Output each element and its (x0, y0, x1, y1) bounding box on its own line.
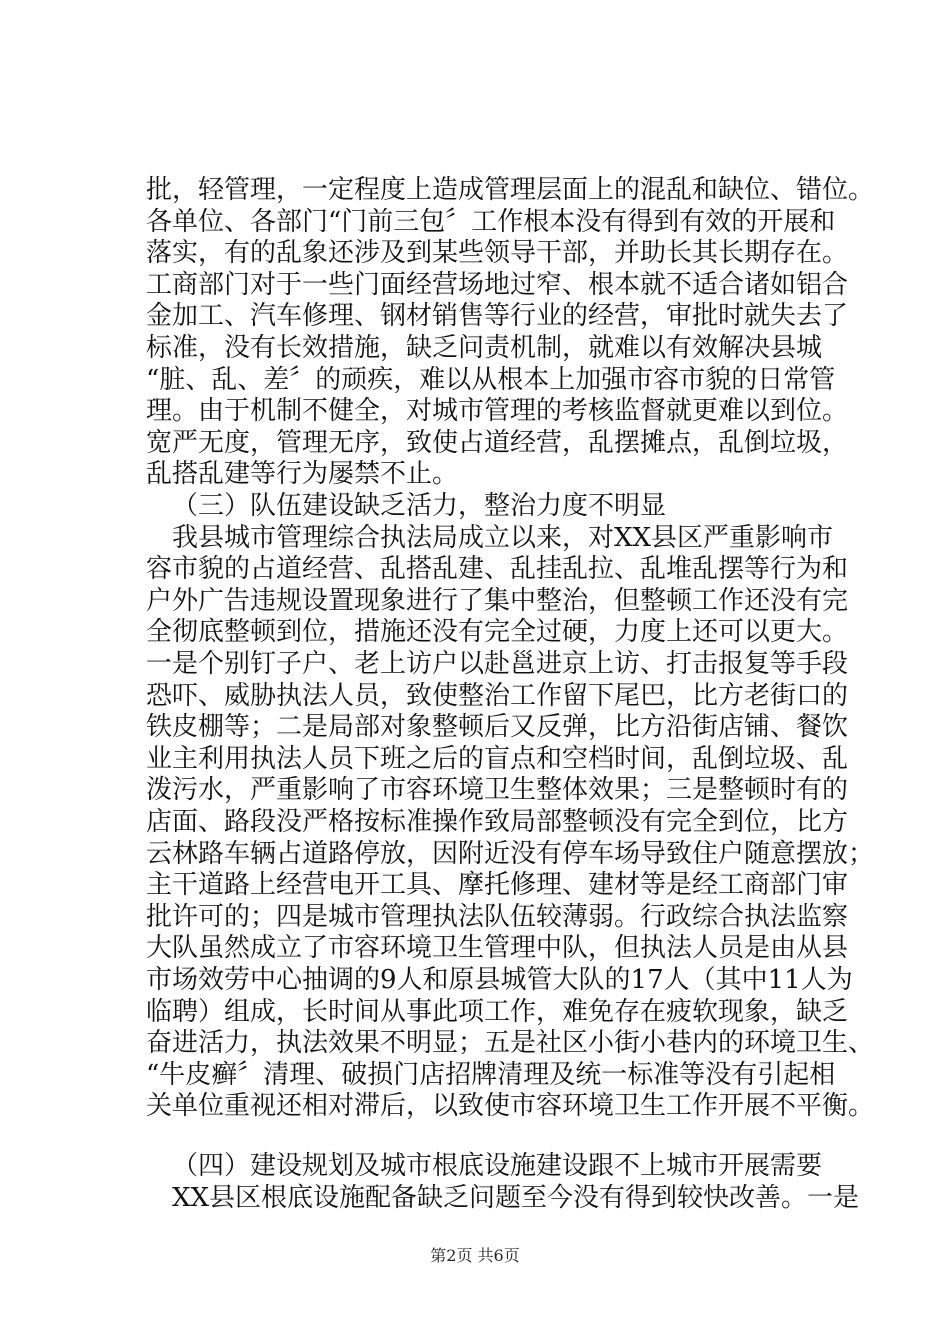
section-heading: （三）队伍建设缺乏活力，整治力度不明显 (172, 491, 667, 521)
text-line: 市场效劳中心抽调的9人和原县城管大队的17人（其中11人为 (146, 965, 853, 995)
text-line: 宽严无度，管理无序，致使占道经营，乱摆摊点，乱倒垃圾， (146, 428, 849, 458)
text-line: 工商部门对于一些门面经营场地过窄、根本就不适合诸如铝合 (146, 270, 849, 300)
text-line: 店面、路段没严格按标准操作致局部整顿没有完全到位，比方 (146, 807, 849, 837)
text-line: 泼污水，严重影响了市容环境卫生整体效果；三是整顿时有的 (146, 775, 849, 805)
text-line: “牛皮癣〞清理、破损门店招牌清理及统一标准等没有引起相 (146, 1060, 836, 1090)
text-line: “脏、乱、差〞的顽疾，难以从根本上加强市容市貌的日常管 (146, 365, 836, 395)
section-heading: （四）建设规划及城市根底设施建设跟不上城市开展需要 (172, 1151, 823, 1181)
text-line: 理。由于机制不健全，对城市管理的考核监督就更难以到位。 (146, 396, 849, 426)
text-line: 容市貌的占道经营、乱搭乱建、乱挂乱拉、乱堆乱摆等行为和 (146, 554, 849, 584)
text-line: 落实，有的乱象还涉及到某些领导干部，并助长其长期存在。 (146, 238, 849, 268)
text-line: 标准，没有长效措施，缺乏问责机制，就难以有效解决县城 (146, 333, 823, 363)
text-line: 大队虽然成立了市容环境卫生管理中队，但执法人员是由从县 (146, 933, 849, 963)
text-line: XX县区根底设施配备缺乏问题至今没有得到较快改善。一是 (172, 1183, 860, 1213)
text-line: 户外广告违规设置现象进行了集中整治，但整顿工作还没有完 (146, 586, 849, 616)
text-line: 各单位、各部门“门前三包〞工作根本没有得到有效的开展和 (146, 207, 836, 237)
text-line: 铁皮棚等；二是局部对象整顿后又反弹，比方沿街店铺、餐饮 (146, 712, 849, 742)
text-line: 关单位重视还相对滞后，以致使市容环境卫生工作开展不平衡。 (146, 1091, 875, 1121)
text-line: 业主利用执法人员下班之后的盲点和空档时间，乱倒垃圾、乱 (146, 744, 849, 774)
text-line: 主干道路上经营电开工具、摩托修理、建材等是经工商部门审 (146, 870, 849, 900)
text-line: 金加工、汽车修理、钢材销售等行业的经营，审批时就失去了 (146, 301, 849, 331)
text-line: 我县城市管理综合执法局成立以来，对XX县区严重影响市 (172, 523, 834, 553)
text-line: 乱搭乱建等行为屡禁不止。 (146, 459, 459, 489)
text-line: 云林路车辆占道路停放，因附近没有停车场导致住户随意摆放； (146, 839, 875, 869)
text-line: 全彻底整顿到位，措施还没有完全过硬，力度上还可以更大。 (146, 617, 849, 647)
text-line: 恐吓、威胁执法人员，致使整治工作留下尾巴，比方老街口的 (146, 681, 849, 711)
page-footer: 第2页 共6页 (430, 1246, 520, 1265)
text-line: 批，轻管理，一定程度上造成管理层面上的混乱和缺位、错位。 (146, 175, 875, 205)
text-line: 一是个别钉子户、老上访户以赴邕进京上访、打击报复等手段 (146, 649, 849, 679)
text-line: 临聘）组成，长时间从事此项工作，难免存在疲软现象，缺乏 (146, 997, 849, 1027)
text-line: 批许可的；四是城市管理执法队伍较薄弱。行政综合执法监察 (146, 902, 849, 932)
text-line: 奋进活力，执法效果不明显；五是社区小街小巷内的环境卫生、 (146, 1028, 875, 1058)
